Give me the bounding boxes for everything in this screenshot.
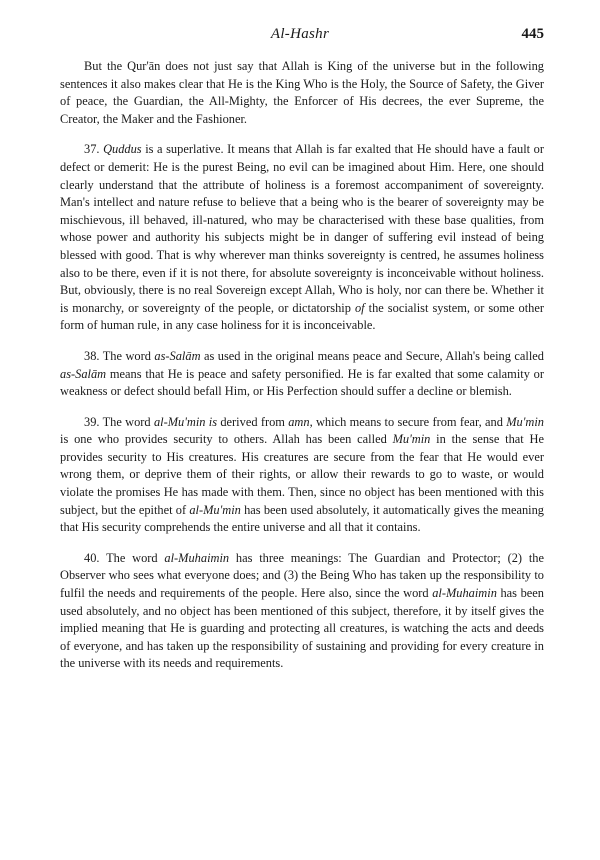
text-run: is a superlative. It means that Allah is far exalted that He should have a fault or defect or demerit: He is the purest Being, no evil can be imagined about Him. Here, one should clearly understand that the attribute of holiness is a foremost accompaniment of sovereignty. Man's intellect and nature refuse to believe that a being who is the bearer of sovereignty may be mischievous, ill behaved, ill-natured, who may be characterised with these base qualities, from whose power and authority his subjects might be in danger of suffering evil instead of being blessed with good. That is why wherever man thinks sovereignty is centred, he assumes holiness also to be there, even if it is not there, for absolute sovereignty is inconceivable without holiness. But, obviously, there is no real Sovereign except Allah, Who is holy, nor can there be. Whether it is monarchy, or sovereignty of the people, or dictatorship xyxy=(60,142,544,315)
paragraph xyxy=(60,141,544,335)
italic-term: amn, xyxy=(288,414,313,429)
running-header xyxy=(0,26,600,46)
text-run: But the Qur'ān does not just say that Allah is King of the universe but in the following sentences it also makes clear that He is the King Who is the Holy, the Source of Safety, the Giver of peace, the Guardian, the All-Mighty, the Enforcer of His decrees, the ever Supreme, the Creator, the Maker and the Fashioner. xyxy=(60,59,544,126)
text-run: 40. The word xyxy=(84,550,165,565)
italic-term: al-Mu'min xyxy=(189,502,241,517)
italic-term: al-Mu'min is xyxy=(153,414,218,429)
text-run: is one who provides security to others. Allah has been called xyxy=(60,432,393,447)
italic-term: Quddus xyxy=(103,142,142,157)
italic-term: as-Salām xyxy=(154,348,201,363)
italic-term: of xyxy=(354,300,365,315)
paragraph xyxy=(60,550,544,673)
text-run: which means to secure from fear, and xyxy=(312,414,507,429)
text-run: the socialist system, or some other form of human rule, in any case holiness for it is inconceivable. xyxy=(60,300,544,333)
paragraph xyxy=(60,348,544,401)
running-title: Al-Hashr xyxy=(270,26,330,42)
text-run: 39. The word xyxy=(84,414,154,429)
italic-term: al-Muhaimin xyxy=(432,586,497,601)
italic-term: as-Salām xyxy=(60,366,107,381)
text-run: as used in the original means peace and Secure, Allah's being called xyxy=(200,348,544,363)
text-run: has been used absolutely, and no object has been mentioned of this subject, therefore, it by itself gives the implied meaning that He is guarding and protecting all creatures, is watching the acts and deeds of everyone, and has taken up the responsibility of sustaining and providing for every creature in the universe with its needs and requirements. xyxy=(60,586,544,671)
page-number: 445 xyxy=(521,26,544,42)
italic-term: Mu'min xyxy=(506,414,544,429)
italic-term: Mu'min xyxy=(392,432,431,447)
paragraph xyxy=(60,58,544,128)
italic-term: al-Muhaimin xyxy=(164,550,230,565)
text-run: means that He is peace and safety personified. He is far exalted that some calamity or weakness or defect should befall Him, or His Perfection should suffer a decline or blemish. xyxy=(60,366,544,399)
text-run: 37. xyxy=(84,142,104,157)
paragraph xyxy=(60,414,544,537)
text-run: in the sense that He provides security to His creatures. His creatures are secure from the fear that He would ever wrong them, or deprive them of their rights, or allow their rewards to go to waste, or would violate the promises He has made with them. Then, since no object has been mentioned with this subject, but the epithet of xyxy=(60,432,544,517)
text-run: has been used absolutely, it automatically gives the meaning that His security comprehends the entire universe and all that it contains. xyxy=(60,502,544,535)
text-run: derived from xyxy=(217,414,289,429)
text-run: has three meanings: The Guardian and Protector; (2) the Observer who sees what everyone does; and (3) the Being Who has taken up the responsibility to fulfil the needs and requirements of the people. Here also, since the word xyxy=(60,550,544,601)
body-text xyxy=(60,58,544,686)
text-run: 38. The word xyxy=(84,348,155,363)
